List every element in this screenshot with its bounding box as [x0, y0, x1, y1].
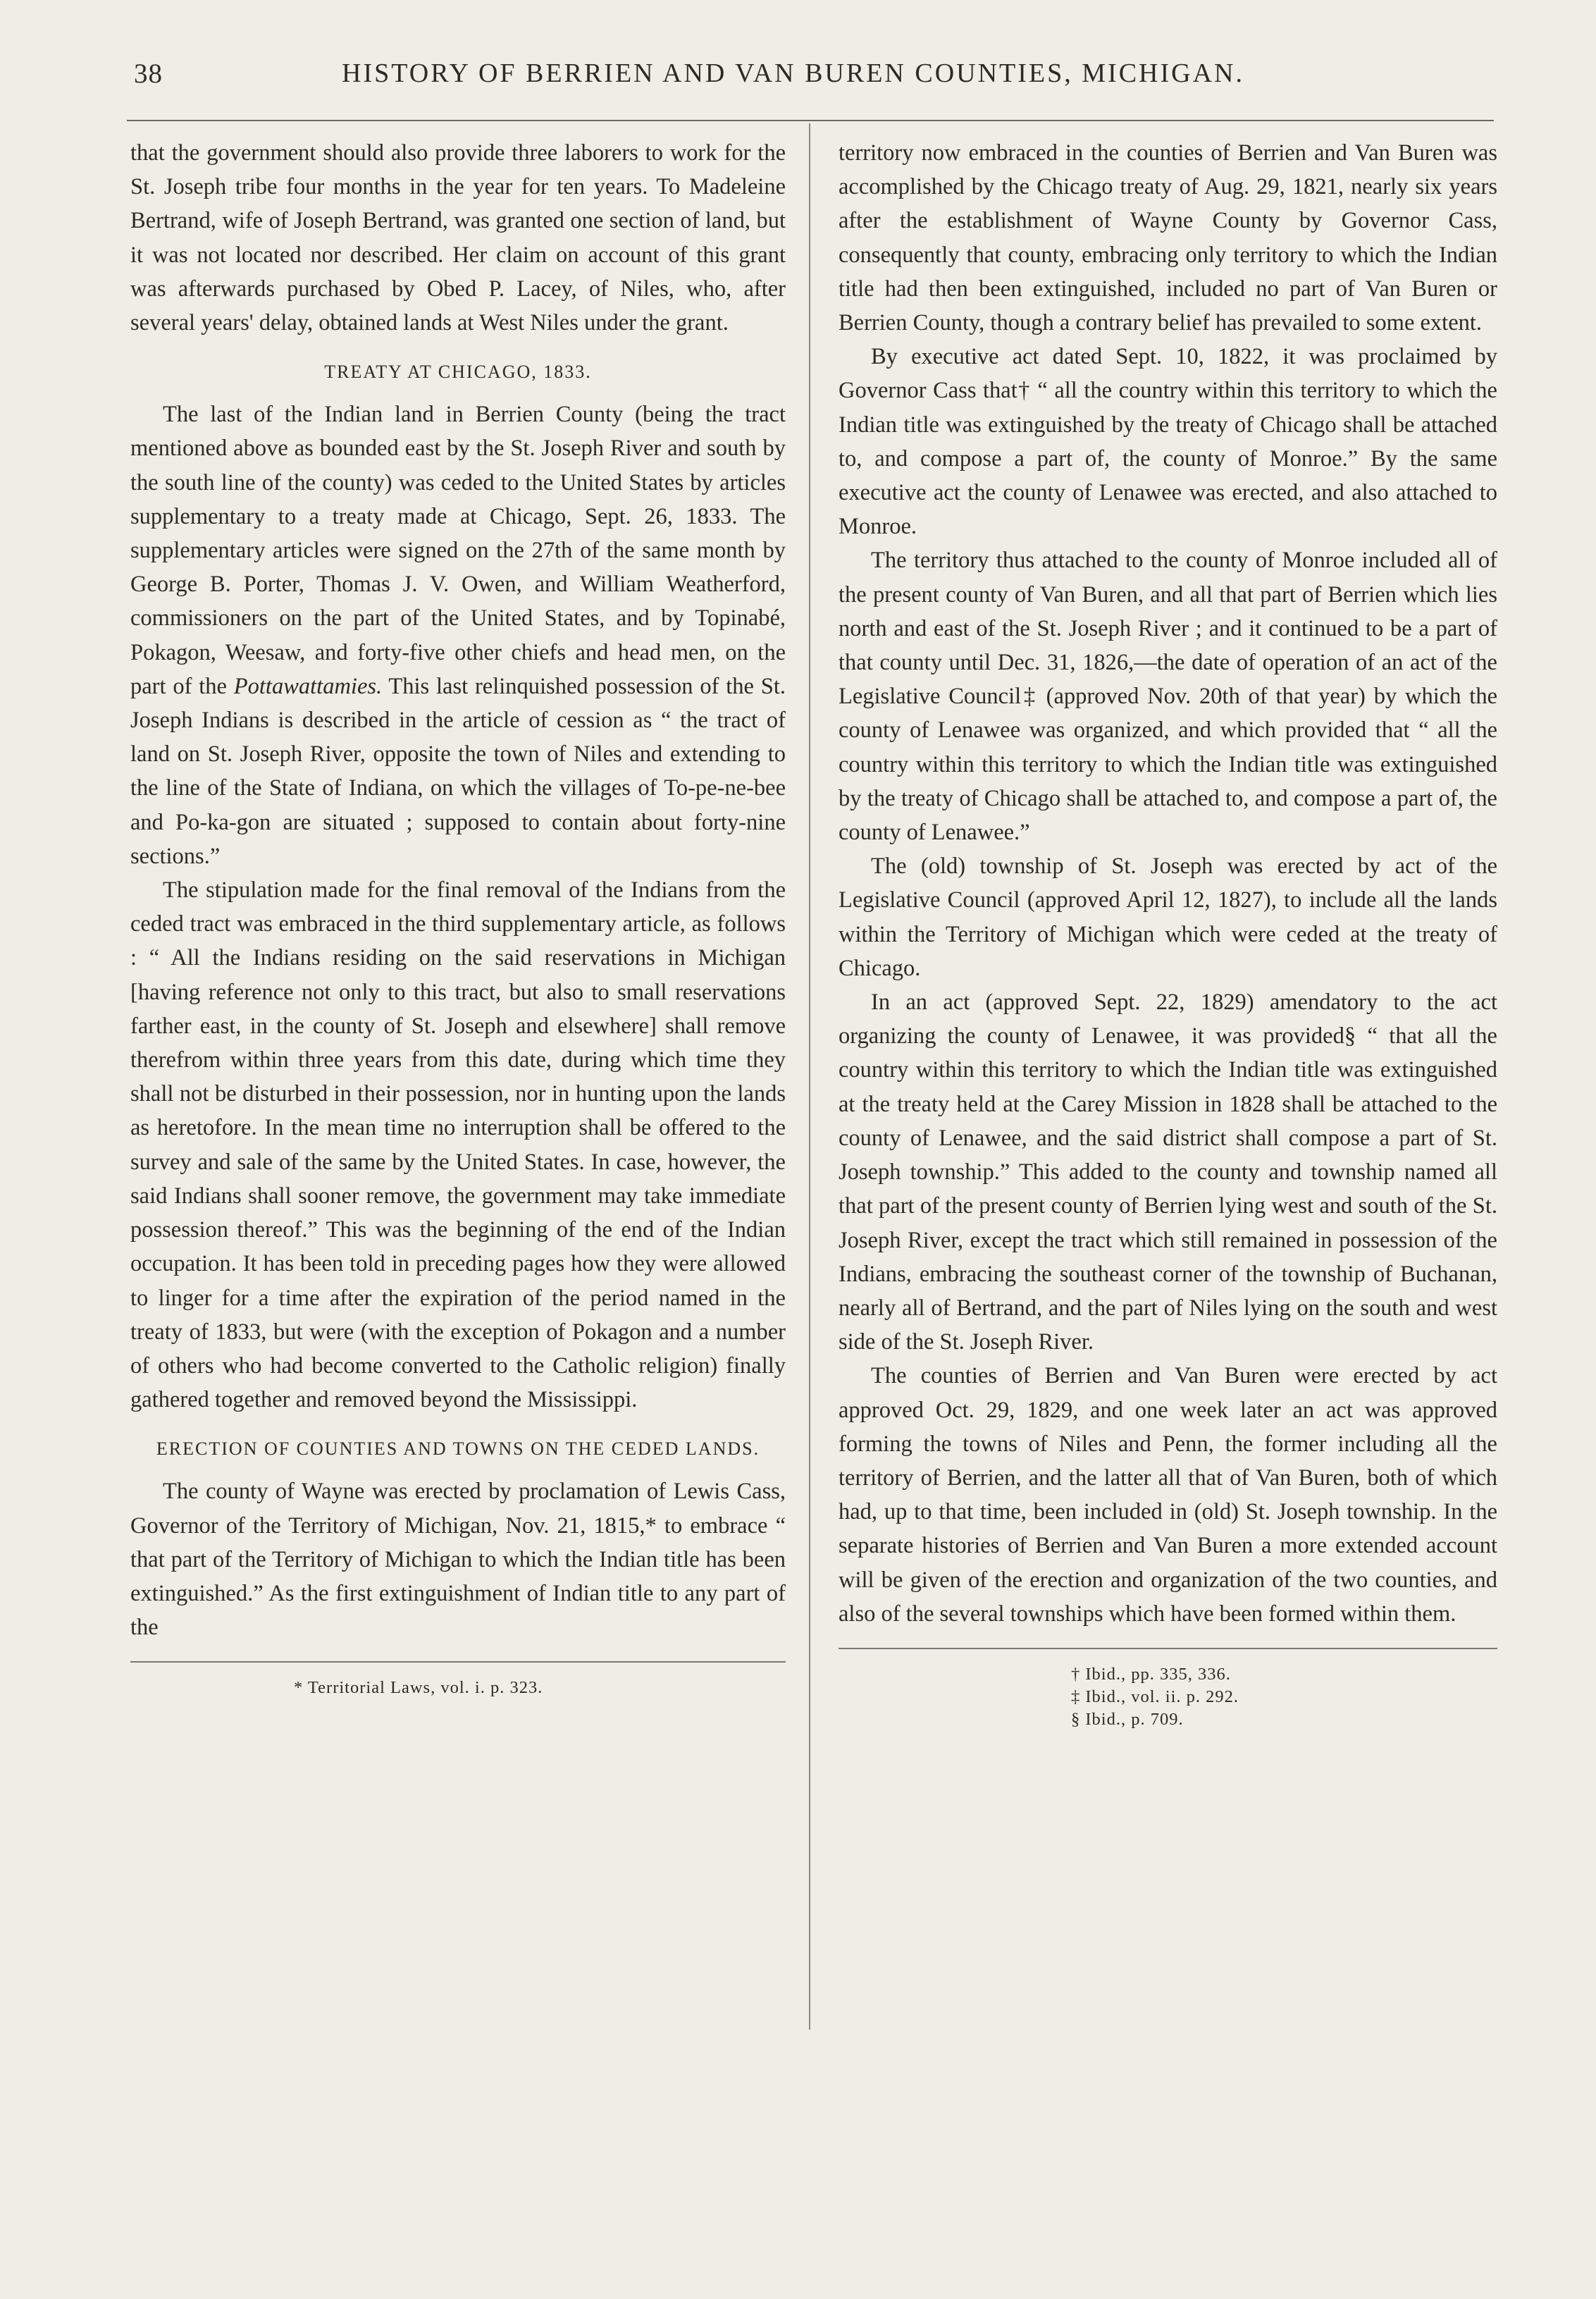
- paragraph: The (old) township of St. Joseph was erected by act of the Legislative Council (approved April 12, 1827), to include all the lands within the Territory of Michigan which were ceded at the treaty of Chicago.: [839, 853, 1497, 981]
- footnote-rule: [130, 1661, 786, 1663]
- footnote: * Territorial Laws, vol. i. p. 323.: [294, 1678, 543, 1698]
- paragraph: By executive act dated Sept. 10, 1822, it was proclaimed by Governor Cass that† “ all the country within this territory to which the Indian title was extinguished by the treaty of Chicago shall be attached to, and compose a part of, the county of Monroe.” By the same executive act the county of Lenawee was erected, and also attached to Monroe.: [839, 344, 1497, 540]
- footnote: ‡ Ibid., vol. ii. p. 292.: [1071, 1687, 1239, 1706]
- footnote-rule: [839, 1648, 1497, 1649]
- paragraph: The territory thus attached to the county of Monroe included all of the present county of Van Buren, and all that part of Berrien which lies north and east of the St. Joseph River ; and it continued to be a part of that county until Dec. 31, 1826,—the date of operation of an act of the Legislative Council‡ (approved Nov. 20th of that year) by which the county of Lenawee was organized, and which provided that “ all the country within this territory to which the Indian title was extinguished by the treaty of Chicago shall be attached to, and compose a part of, the county of Lenawee.”: [839, 548, 1497, 846]
- left-column: [130, 136, 786, 1699]
- page-number: 38: [134, 58, 163, 89]
- paragraph: The counties of Berrien and Van Buren were erected by act approved Oct. 29, 1829, and one week later an act was approved forming the towns of Niles and Penn, the former including all the territory of Berrien, and the latter all that of Van Buren, both of which had, up to that time, been included in (old) St. Joseph township. In the separate histories of Berrien and Van Buren a more extended account will be given of the erection and organization of the two counties, and also of the several townships which have been formed within them.: [839, 1363, 1497, 1627]
- paragraph: territory now embraced in the counties of Berrien and Van Buren was accomplished by the Chicago treaty of Aug. 29, 1821, nearly six years after the establishment of Wayne County by Governor Cass, consequently that county, embracing only territory to which the Indian title had then been extinguished, included no part of Van Buren or Berrien County, though a contrary belief has prevailed to some extent.: [839, 140, 1497, 336]
- column-divider: [809, 123, 810, 2030]
- paragraph: The stipulation made for the final removal of the Indians from the ceded tract was embraced in the third supplementary article, as follows : “ All the Indians residing on the said reservations in Michigan [having reference not only to this tract, but also to small reservations farther east, in the county of St. Joseph and elsewhere] shall remove therefrom within three years from this date, during which time they shall not be disturbed in their possession, nor in hunting upon the lands as heretofore. In the mean time no interruption shall be offered to the survey and sale of the same by the United States. In case, however, the said Indians shall sooner remove, the government may take immediate possession thereof.” This was the beginning of the end of the Indian occupation. It has been told in preceding pages how they were allowed to linger for a time after the expiration of the period named in the treaty of 1833, but were (with the exception of Pokagon and a number of others who had become converted to the Catholic religion) finally gathered together and removed beyond the Mississippi.: [130, 877, 786, 1413]
- paragraph: The county of Wayne was erected by proclamation of Lewis Cass, Governor of the Territory of Michigan, Nov. 21, 1815,* to embrace “ that part of the Territory of Michigan to which the Indian title has been extinguished.” As the first extinguishment of Indian title to any part of the: [130, 1479, 786, 1641]
- paragraph-text: This last relinquished possession of the St. Joseph Indians is described in the article of cession as “ the tract of land on St. Joseph River, opposite the town of Niles and extending to the line of the State of Indiana, on which the villages of To-pe-ne-bee and Po-ka-gon are situated ; supposed to contain about forty-nine sections.”: [130, 673, 786, 869]
- running-title: HISTORY OF BERRIEN AND VAN BUREN COUNTIES, MICHIGAN.: [342, 58, 1244, 88]
- right-column: [839, 136, 1497, 1731]
- paragraph: [130, 397, 786, 873]
- paragraph-text: The last of the Indian land in Berrien County (being the tract mentioned above as bounded east by the St. Joseph River and south by the south line of the county) was ceded to the United States by articles supplementary to a treaty made at Chicago, Sept. 26, 1833. The supplementary articles were signed on the 27th of the same month by George B. Porter, Thomas J. V. Owen, and William Weatherford, commissioners on the part of the United States, and by Topinabé, Pokagon, Weesaw, and forty-five other chiefs and head men, on the part of the: [130, 402, 786, 699]
- header-rule: [127, 120, 1494, 121]
- footnote: § Ibid., p. 709.: [1071, 1709, 1184, 1729]
- section-heading-treaty-chicago: TREATY AT CHICAGO, 1833.: [324, 362, 592, 383]
- paragraph: that the government should also provide three laborers to work for the St. Joseph tribe four months in the year for ten years. To Madeleine Bertrand, wife of Joseph Bertrand, was granted one section of land, but it was not located nor described. Her claim on account of this grant was afterwards purchased by Obed P. Lacey, of Niles, who, after several years' delay, obtained lands at West Niles under the grant.: [130, 140, 786, 336]
- footnote: † Ibid., pp. 335, 336.: [1071, 1664, 1231, 1684]
- page-header: [134, 58, 1515, 100]
- italic-term: Pottawattamies.: [233, 673, 383, 699]
- section-heading-erection-counties: ERECTION OF COUNTIES AND TOWNS ON THE CEDED LANDS.: [156, 1438, 760, 1460]
- paragraph: In an act (approved Sept. 22, 1829) amendatory to the act organizing the county of Lenawee, it was provided§ “ that all the country within this territory to which the Indian title was extinguished at the treaty held at the Carey Mission in 1828 shall be attached to the county of Lenawee, and the said district shall compose a part of St. Joseph township.” This added to the county and township named all that part of the present county of Berrien lying west and south of the St. Joseph River, except the tract which still remained in possession of the Indians, embracing the southeast corner of the township of Buchanan, nearly all of Bertrand, and the part of Niles lying on the south and west side of the St. Joseph River.: [839, 990, 1497, 1355]
